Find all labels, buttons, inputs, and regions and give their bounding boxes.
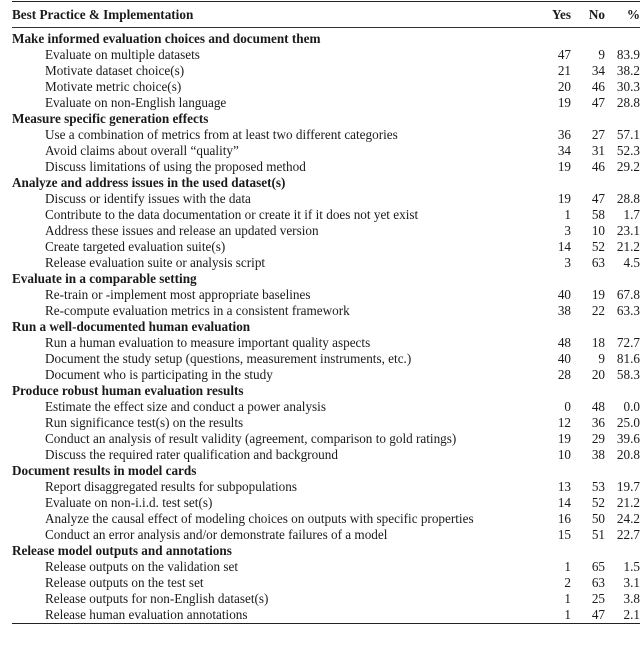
table-row xyxy=(12,223,640,239)
yes-count: 40 xyxy=(557,351,571,366)
table-row xyxy=(12,143,640,159)
table-row xyxy=(12,335,640,351)
yes-count: 20 xyxy=(557,79,571,94)
practice-label: Use a combination of metrics from at least two different categories xyxy=(45,127,398,142)
best-practices-table-container xyxy=(12,1,640,624)
practice-label: Motivate metric choice(s) xyxy=(45,79,182,94)
percent-value: 4.5 xyxy=(623,255,640,270)
header-row xyxy=(12,2,640,27)
table-bottom-rule xyxy=(12,623,640,624)
yes-count: 14 xyxy=(557,239,571,254)
practice-label: Release human evaluation annotations xyxy=(45,607,248,622)
percent-value: 2.1 xyxy=(623,607,640,622)
section-title: Produce robust human evaluation results xyxy=(12,383,244,398)
practice-label: Estimate the effect size and conduct a power analysis xyxy=(45,399,326,414)
table-body xyxy=(12,28,640,623)
practice-label: Re-train or -implement most appropriate baselines xyxy=(45,287,311,302)
section-title: Make informed evaluation choices and document them xyxy=(12,31,321,46)
yes-count: 38 xyxy=(557,303,571,318)
table-row xyxy=(12,95,640,111)
percent-value: 20.8 xyxy=(616,447,640,462)
no-count: 38 xyxy=(591,447,605,462)
practice-label: Address these issues and release an updated version xyxy=(45,223,319,238)
no-count: 29 xyxy=(591,431,605,446)
yes-count: 40 xyxy=(557,287,571,302)
section-title: Measure specific generation effects xyxy=(12,111,209,126)
yes-count: 1 xyxy=(564,207,571,222)
percent-value: 19.7 xyxy=(616,479,640,494)
header-label: Best Practice & Implementation xyxy=(12,7,194,22)
yes-count: 13 xyxy=(557,479,571,494)
section-title: Evaluate in a comparable setting xyxy=(12,271,197,286)
table-row xyxy=(12,591,640,607)
section-title: Document results in model cards xyxy=(12,463,197,478)
practice-label: Discuss or identify issues with the data xyxy=(45,191,251,206)
practice-label: Run significance test(s) on the results xyxy=(45,415,244,430)
percent-value: 21.2 xyxy=(616,495,640,510)
no-count: 52 xyxy=(591,239,605,254)
table-row xyxy=(12,255,640,271)
percent-value: 22.7 xyxy=(616,527,640,542)
percent-value: 25.0 xyxy=(616,415,640,430)
section-title: Analyze and address issues in the used dataset(s) xyxy=(12,175,286,190)
section-row xyxy=(12,271,640,287)
percent-value: 52.3 xyxy=(616,143,640,158)
no-count: 36 xyxy=(591,415,605,430)
no-count: 31 xyxy=(591,143,605,158)
yes-count: 1 xyxy=(564,591,571,606)
yes-count: 12 xyxy=(557,415,571,430)
practice-label: Avoid claims about overall “quality” xyxy=(45,143,239,158)
table-row xyxy=(12,191,640,207)
percent-value: 23.1 xyxy=(616,223,640,238)
percent-value: 29.2 xyxy=(616,159,640,174)
table-row xyxy=(12,575,640,591)
percent-value: 83.9 xyxy=(616,47,640,62)
practice-label: Conduct an error analysis and/or demonstrate failures of a model xyxy=(45,527,388,542)
practice-label: Contribute to the data documentation or create it if it does not yet exist xyxy=(45,207,419,222)
no-count: 52 xyxy=(591,495,605,510)
yes-count: 15 xyxy=(557,527,571,542)
no-count: 25 xyxy=(591,591,605,606)
percent-value: 1.7 xyxy=(623,207,640,222)
practice-label: Document who is participating in the study xyxy=(45,367,273,382)
table-row xyxy=(12,47,640,63)
percent-value: 57.1 xyxy=(616,127,640,142)
practice-label: Run a human evaluation to measure important quality aspects xyxy=(45,335,371,350)
no-count: 19 xyxy=(591,287,605,302)
no-count: 27 xyxy=(591,127,605,142)
section-title: Release model outputs and annotations xyxy=(12,543,232,558)
percent-value: 72.7 xyxy=(616,335,640,350)
no-count: 46 xyxy=(591,159,605,174)
percent-value: 39.6 xyxy=(616,431,640,446)
yes-count: 14 xyxy=(557,495,571,510)
no-count: 22 xyxy=(591,303,605,318)
header-yes: Yes xyxy=(551,7,571,22)
section-row xyxy=(12,543,640,559)
yes-count: 19 xyxy=(557,191,571,206)
percent-value: 30.3 xyxy=(616,79,640,94)
percent-value: 81.6 xyxy=(616,351,640,366)
yes-count: 1 xyxy=(564,607,571,622)
table-row xyxy=(12,399,640,415)
yes-count: 3 xyxy=(564,255,571,270)
practice-label: Analyze the causal effect of modeling choices on outputs with specific properties xyxy=(45,511,474,526)
yes-count: 3 xyxy=(564,223,571,238)
yes-count: 47 xyxy=(557,47,571,62)
table-row xyxy=(12,559,640,575)
no-count: 50 xyxy=(591,511,605,526)
section-row xyxy=(12,383,640,399)
table-row xyxy=(12,495,640,511)
practice-label: Re-compute evaluation metrics in a consistent framework xyxy=(45,303,350,318)
percent-value: 63.3 xyxy=(616,303,640,318)
table-row xyxy=(12,415,640,431)
percent-value: 21.2 xyxy=(616,239,640,254)
yes-count: 28 xyxy=(557,367,571,382)
yes-count: 2 xyxy=(564,575,571,590)
yes-count: 1 xyxy=(564,559,571,574)
yes-count: 19 xyxy=(557,431,571,446)
yes-count: 0 xyxy=(564,399,571,414)
yes-count: 21 xyxy=(557,63,571,78)
percent-value: 3.8 xyxy=(623,591,640,606)
yes-count: 36 xyxy=(557,127,571,142)
section-row xyxy=(12,111,640,127)
table-row xyxy=(12,351,640,367)
no-count: 58 xyxy=(591,207,605,222)
practice-label: Discuss limitations of using the proposed method xyxy=(45,159,306,174)
table-row xyxy=(12,159,640,175)
table-row xyxy=(12,239,640,255)
no-count: 10 xyxy=(591,223,605,238)
section-row xyxy=(12,463,640,479)
practice-label: Release outputs for non-English dataset(s) xyxy=(45,591,269,606)
section-row xyxy=(12,175,640,191)
practice-label: Report disaggregated results for subpopulations xyxy=(45,479,297,494)
no-count: 20 xyxy=(591,367,605,382)
no-count: 47 xyxy=(591,95,605,110)
practice-label: Release outputs on the validation set xyxy=(45,559,239,574)
practice-label: Evaluate on non-English language xyxy=(45,95,227,110)
practice-label: Release evaluation suite or analysis script xyxy=(45,255,266,270)
table-row xyxy=(12,79,640,95)
percent-value: 1.5 xyxy=(623,559,640,574)
practice-label: Release outputs on the test set xyxy=(45,575,204,590)
table-header xyxy=(12,2,640,27)
percent-value: 58.3 xyxy=(616,367,640,382)
percent-value: 3.1 xyxy=(623,575,640,590)
practice-label: Evaluate on multiple datasets xyxy=(45,47,200,62)
no-count: 53 xyxy=(591,479,605,494)
table-row xyxy=(12,127,640,143)
best-practices-table xyxy=(12,2,640,27)
no-count: 63 xyxy=(591,575,605,590)
practice-label: Document the study setup (questions, measurement instruments, etc.) xyxy=(45,351,412,366)
percent-value: 28.8 xyxy=(616,191,640,206)
table-row xyxy=(12,207,640,223)
no-count: 46 xyxy=(591,79,605,94)
yes-count: 34 xyxy=(557,143,571,158)
table-row xyxy=(12,527,640,543)
no-count: 51 xyxy=(591,527,605,542)
table-row xyxy=(12,367,640,383)
table-row xyxy=(12,479,640,495)
no-count: 63 xyxy=(591,255,605,270)
header-percent: % xyxy=(626,7,640,22)
no-count: 34 xyxy=(591,63,605,78)
table-row xyxy=(12,431,640,447)
practice-label: Evaluate on non-i.i.d. test set(s) xyxy=(45,495,213,510)
table-row xyxy=(12,63,640,79)
yes-count: 19 xyxy=(557,159,571,174)
no-count: 65 xyxy=(591,559,605,574)
table-row xyxy=(12,511,640,527)
section-title: Run a well-documented human evaluation xyxy=(12,319,251,334)
percent-value: 0.0 xyxy=(623,399,640,414)
yes-count: 19 xyxy=(557,95,571,110)
percent-value: 38.2 xyxy=(616,63,640,78)
practice-label: Create targeted evaluation suite(s) xyxy=(45,239,226,254)
percent-value: 67.8 xyxy=(616,287,640,302)
table-row xyxy=(12,303,640,319)
table-row xyxy=(12,287,640,303)
yes-count: 48 xyxy=(557,335,571,350)
practice-label: Conduct an analysis of result validity (agreement, comparison to gold ratings) xyxy=(45,431,457,446)
no-count: 47 xyxy=(591,191,605,206)
practice-label: Motivate dataset choice(s) xyxy=(45,63,185,78)
no-count: 9 xyxy=(598,47,605,62)
practice-label: Discuss the required rater qualification and background xyxy=(45,447,338,462)
section-row xyxy=(12,28,640,47)
section-row xyxy=(12,319,640,335)
yes-count: 16 xyxy=(557,511,571,526)
no-count: 9 xyxy=(598,351,605,366)
percent-value: 28.8 xyxy=(616,95,640,110)
yes-count: 10 xyxy=(557,447,571,462)
no-count: 47 xyxy=(591,607,605,622)
no-count: 18 xyxy=(591,335,605,350)
header-no: No xyxy=(588,7,605,22)
no-count: 48 xyxy=(591,399,605,414)
percent-value: 24.2 xyxy=(616,511,640,526)
table-row xyxy=(12,607,640,623)
table-rows xyxy=(12,28,640,623)
table-row xyxy=(12,447,640,463)
